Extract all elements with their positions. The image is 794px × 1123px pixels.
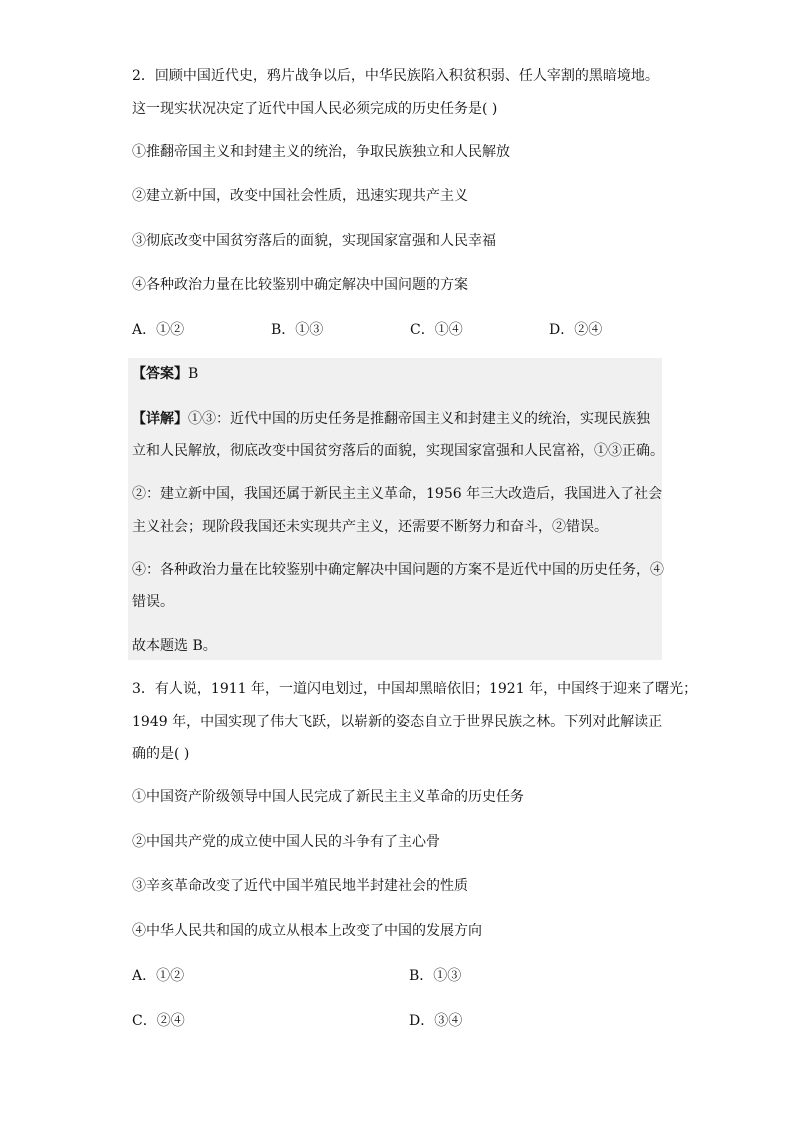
q3-option-d: D．③④ (409, 1013, 463, 1029)
q3-option-c: C．②④ (132, 1013, 185, 1029)
detail-line-1 (132, 409, 650, 429)
detail-line-2: 立和人民解放，彻底改变中国贫穷落后的面貌，实现国家富强和人民富裕，①③正确。 (132, 443, 664, 459)
answer-label: 【答案】 (132, 366, 188, 382)
detail-text-1: ①③：近代中国的历史任务是推翻帝国主义和封建主义的统治，实现民族独 (188, 411, 650, 427)
q3-stem-line-2: 1949 年，中国实现了伟大飞跃，以崭新的姿态自立于世界民族之林。下列对此解读正 (132, 714, 663, 730)
q2-item-3: ③彻底改变中国贫穷落后的面貌，实现国家富强和人民幸福 (132, 233, 496, 249)
q2-option-b: B．①③ (271, 322, 324, 338)
q3-item-1: ①中国资产阶级领导中国人民完成了新民主主义革命的历史任务 (132, 789, 524, 805)
q2-option-a: A．①② (132, 322, 185, 338)
detail-line-6: 错误。 (132, 594, 174, 610)
q3-item-4: ④中华人民共和国的成立从根本上改变了中国的发展方向 (132, 923, 482, 939)
q2-item-4: ④各种政治力量在比较鉴别中确定解决中国问题的方案 (132, 277, 468, 293)
q3-option-a: A．①② (132, 968, 185, 984)
answer-value: B (188, 366, 199, 382)
q2-stem-line-2: 这一现实状况决定了近代中国人民必须完成的历史任务是( ) (132, 101, 498, 117)
q3-stem-line-3: 确的是( ) (132, 746, 190, 762)
detail-line-4: 主义社会；现阶段我国还未实现共产主义，还需要不断努力和奋斗，②错误。 (132, 519, 608, 535)
q2-item-1: ①推翻帝国主义和封建主义的统治，争取民族独立和人民解放 (132, 144, 510, 160)
q2-stem-line-1: 2．回顾中国近代史，鸦片战争以后，中华民族陷入积贫积弱、任人宰割的黑暗境地。 (132, 68, 659, 84)
q2-option-c: C．①④ (410, 322, 463, 338)
q3-item-3: ③辛亥革命改变了近代中国半殖民地半封建社会的性质 (132, 878, 468, 894)
q3-stem-line-1: 3．有人说，1911 年，一道闪电划过，中国却黑暗依旧；1921 年，中国终于迎来了曙光； (132, 681, 698, 697)
conclusion-line: 故本题选 B。 (132, 638, 217, 654)
detail-line-5: ④：各种政治力量在比较鉴别中确定解决中国问题的方案不是近代中国的历史任务，④ (132, 562, 664, 578)
q3-option-b: B．①③ (409, 968, 462, 984)
detail-line-3: ②：建立新中国，我国还属于新民主主义革命，1956 年三大改造后，我国进入了社会 (132, 486, 663, 502)
answer-line (132, 364, 198, 384)
answer-box (128, 358, 662, 660)
q3-item-2: ②中国共产党的成立使中国人民的斗争有了主心骨 (132, 834, 440, 850)
q2-option-d: D．②④ (549, 322, 603, 338)
q2-item-2: ②建立新中国，改变中国社会性质，迅速实现共产主义 (132, 188, 468, 204)
detail-label: 【详解】 (132, 411, 188, 427)
